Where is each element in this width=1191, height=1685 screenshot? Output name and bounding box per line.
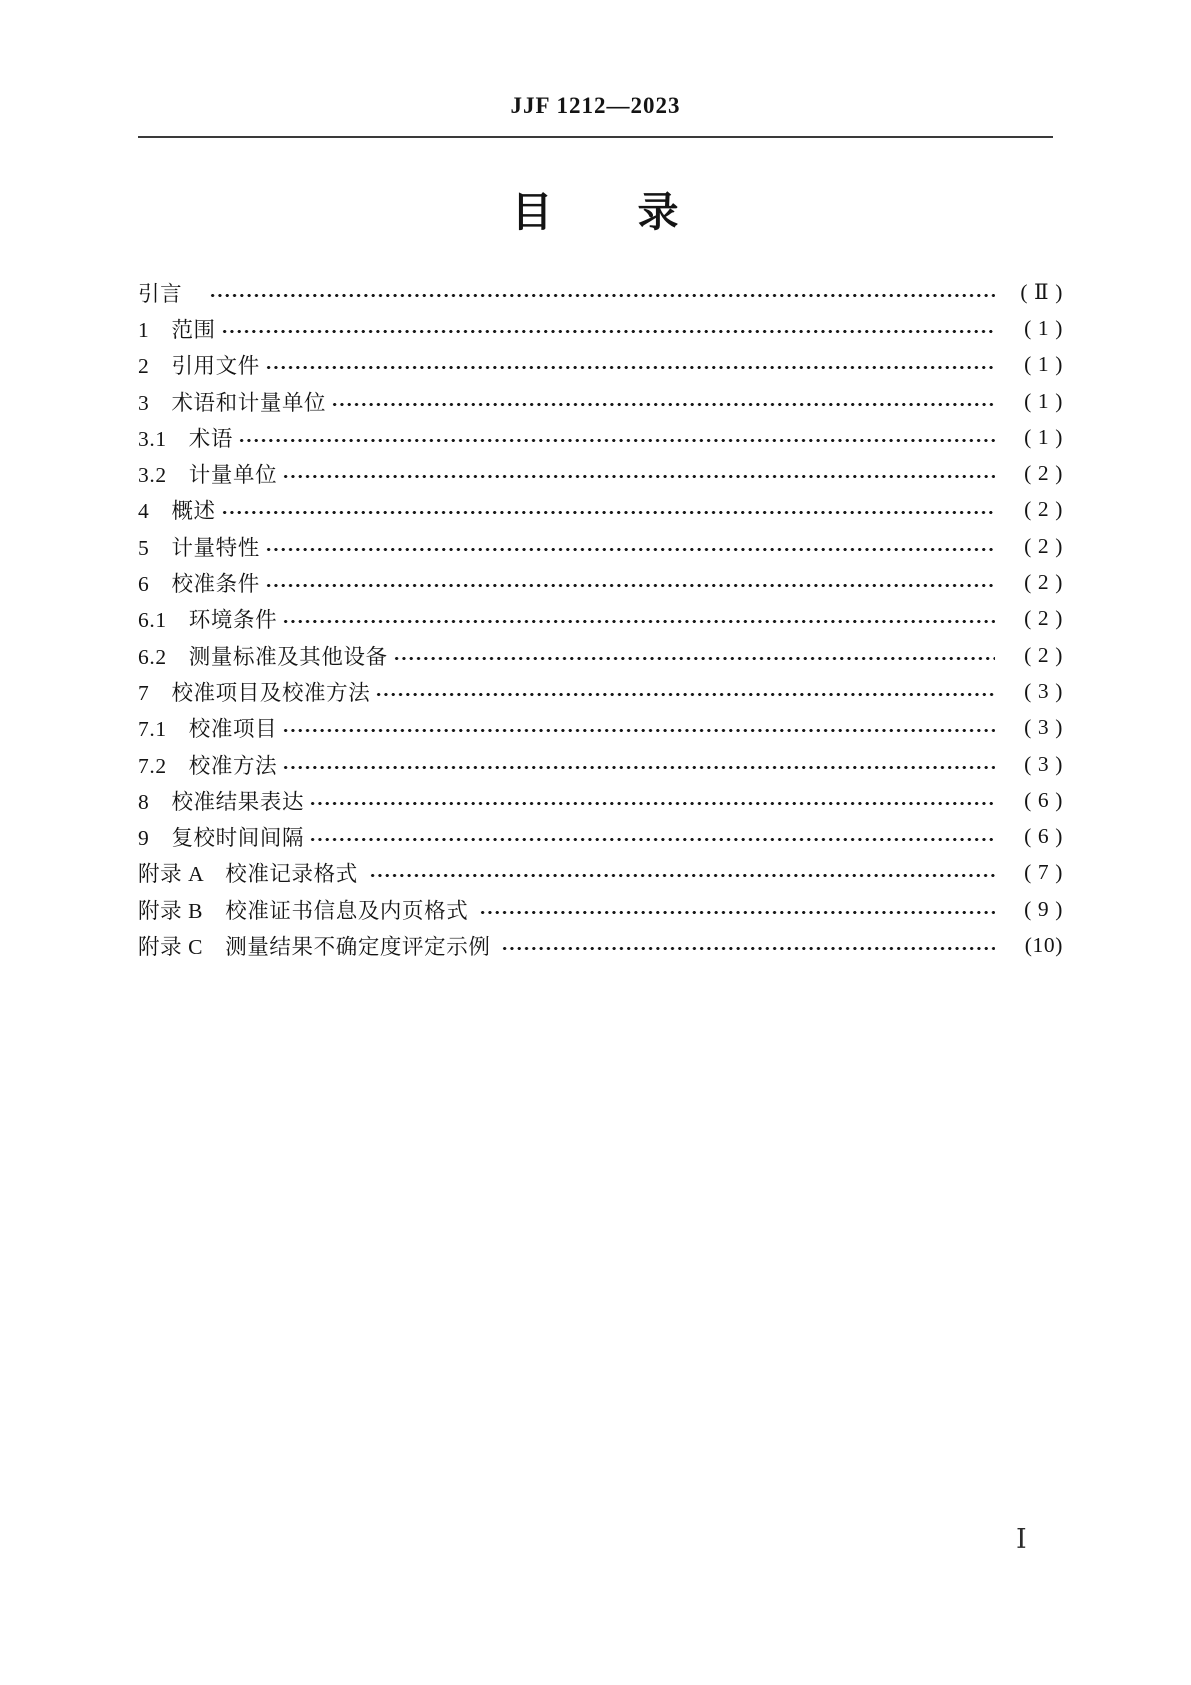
toc-entry-label: 6.2 测量标准及其他设备 (138, 644, 388, 669)
toc-entry-label: 1 范围 (138, 317, 216, 342)
toc-row (138, 710, 1063, 746)
toc-row (138, 891, 1063, 927)
toc-row (138, 310, 1063, 346)
toc-row (138, 927, 1063, 963)
dot-leader (265, 547, 995, 552)
toc-entry-page: ( 2 ) (1024, 533, 1063, 558)
toc-entry-label: 附录 C 测量结果不确定度评定示例 (138, 934, 497, 959)
toc-row (138, 564, 1063, 600)
toc-entry-page: ( 3 ) (1024, 678, 1063, 703)
toc-entry-page: ( 2 ) (1024, 606, 1063, 631)
toc-entry-page: ( 6 ) (1024, 824, 1063, 849)
toc-entry-page: ( 3 ) (1024, 715, 1063, 740)
toc-row (138, 347, 1063, 383)
toc-entry-page: ( 1 ) (1024, 424, 1063, 449)
toc-entry-page: ( 2 ) (1024, 497, 1063, 522)
toc-row (138, 782, 1063, 818)
toc-entry-label: 附录 A 校准记录格式 (138, 862, 364, 887)
toc-entry-label: 3.1 术语 (138, 426, 233, 451)
dot-leader (282, 474, 995, 479)
dot-leader (501, 946, 995, 951)
toc-entry-page: ( 2 ) (1024, 461, 1063, 486)
toc-entry-page: ( 2 ) (1024, 642, 1063, 667)
toc-entry-page: ( Ⅱ ) (1020, 279, 1063, 304)
toc-entry-label: 5 计量特性 (138, 535, 260, 560)
toc-entry-page: ( 2 ) (1024, 570, 1063, 595)
toc-row (138, 746, 1063, 782)
dot-leader (375, 692, 995, 697)
toc-row (138, 383, 1063, 419)
toc-row (138, 455, 1063, 491)
dot-leader (238, 438, 995, 443)
dot-leader (282, 619, 995, 624)
dot-leader (282, 728, 995, 733)
dot-leader (479, 910, 995, 915)
dot-leader (209, 293, 995, 298)
toc-list (138, 274, 1063, 964)
toc-row (138, 492, 1063, 528)
toc-row (138, 818, 1063, 854)
toc-entry-label: 6.1 环境条件 (138, 608, 278, 633)
toc-entry-label: 6 校准条件 (138, 572, 260, 597)
toc-entry-page: ( 1 ) (1024, 315, 1063, 340)
toc-entry-label: 8 校准结果表达 (138, 789, 305, 814)
dot-leader (282, 765, 995, 770)
toc-entry-label: 3.2 计量单位 (138, 463, 278, 488)
toc-entry-label: 2 引用文件 (138, 354, 260, 379)
toc-row (138, 419, 1063, 455)
dot-leader (309, 801, 995, 806)
dot-leader (265, 365, 995, 370)
toc-entry-page: ( 1 ) (1024, 388, 1063, 413)
dot-leader (221, 329, 995, 334)
toc-row (138, 601, 1063, 637)
toc-entry-page: ( 1 ) (1024, 352, 1063, 377)
toc-entry-label: 7.1 校准项目 (138, 717, 278, 742)
toc-entry-label: 9 复校时间间隔 (138, 826, 305, 851)
toc-entry-label: 引言 (138, 281, 205, 306)
toc-row (138, 528, 1063, 564)
dot-leader (309, 837, 995, 842)
dot-leader (393, 656, 995, 661)
toc-entry-label: 7 校准项目及校准方法 (138, 680, 371, 705)
toc-row (138, 673, 1063, 709)
toc-entry-page: ( 9 ) (1024, 896, 1063, 921)
dot-leader (331, 402, 995, 407)
toc-entry-page: ( 3 ) (1024, 751, 1063, 776)
toc-row (138, 274, 1063, 310)
toc-entry-label: 3 术语和计量单位 (138, 390, 327, 415)
dot-leader (265, 583, 995, 588)
toc-entry-page: ( 7 ) (1024, 860, 1063, 885)
toc-title: 目 录 (511, 189, 680, 235)
document-code-header: JJF 1212—2023 (510, 93, 681, 118)
toc-entry-label: 7.2 校准方法 (138, 753, 278, 778)
header-rule (138, 136, 1053, 138)
toc-entry-page: (10) (1024, 932, 1063, 957)
toc-row (138, 855, 1063, 891)
footer-page-number: Ⅰ (1016, 1524, 1027, 1554)
dot-leader (221, 510, 995, 515)
toc-entry-page: ( 6 ) (1024, 787, 1063, 812)
toc-entry-label: 附录 B 校准证书信息及内页格式 (138, 898, 475, 923)
toc-entry-label: 4 概述 (138, 499, 216, 524)
toc-row (138, 637, 1063, 673)
dot-leader (369, 873, 995, 878)
